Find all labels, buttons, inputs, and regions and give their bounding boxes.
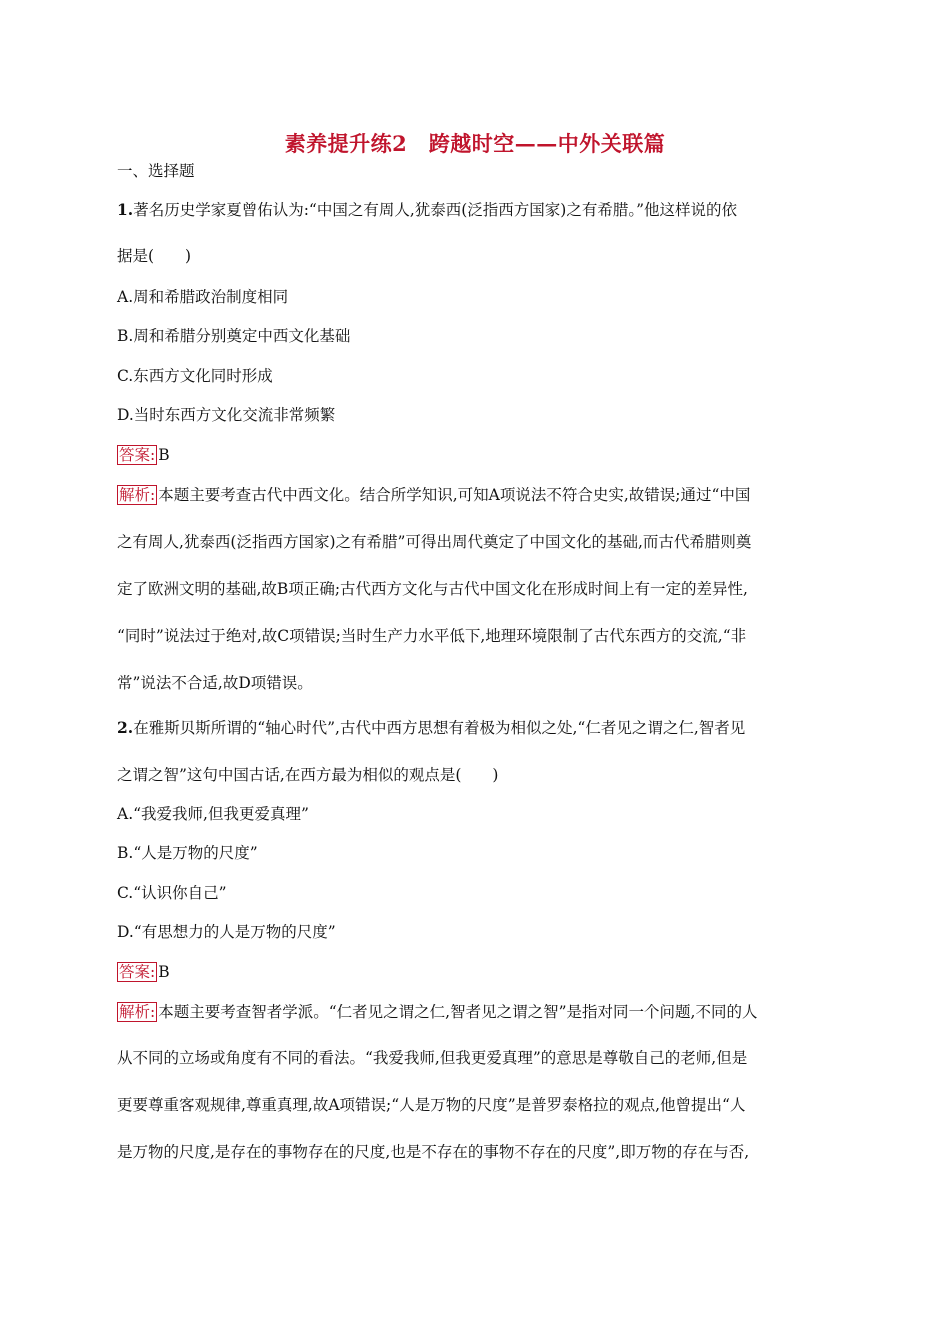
q2-analysis-line-4: 是万物的尺度,是存在的事物存在的尺度,也是不存在的事物不存在的尺度”,即万物的存在与否, [117, 1143, 750, 1161]
q1-option-b: B.周和希腊分别奠定中西文化基础 [117, 327, 351, 345]
q2-stem-line-1 [117, 717, 745, 739]
q2-option-b: B.“人是万物的尺度” [117, 844, 258, 862]
q2-option-a: A.“我爱我师,但我更爱真理” [117, 805, 309, 823]
q1-answer-value: B [158, 446, 170, 464]
q1-analysis-line-4: “同时”说法过于绝对,故C项错误;当时生产力水平低下,地理环境限制了古代东西方的交流,“非 [117, 627, 747, 645]
q1-stem-line-2: 据是( ) [117, 247, 192, 265]
q2-number: 2. [117, 718, 134, 737]
page-title: 素养提升练2 跨越时空——中外关联篇 [284, 131, 666, 156]
section-heading: 一、选择题 [117, 162, 195, 180]
q2-analysis-line-2: 从不同的立场或角度有不同的看法。“我爱我师,但我更爱真理”的意思是尊敬自己的老师,但是 [117, 1049, 748, 1067]
q2-stem-line-2: 之谓之智”这句中国古话,在西方最为相似的观点是( ) [117, 766, 499, 784]
q1-option-d: D.当时东西方文化交流非常频繁 [117, 406, 336, 424]
q2-answer-value: B [158, 963, 170, 981]
q2-analysis-text-1: 本题主要考查智者学派。“仁者见之谓之仁,智者见之谓之智”是指对同一个问题,不同的人 [158, 1003, 758, 1021]
q1-analysis-line-3: 定了欧洲文明的基础,故B项正确;古代西方文化与古代中国文化在形成时间上有一定的差异性, [117, 580, 748, 598]
q2-analysis-line-3: 更要尊重客观规律,尊重真理,故A项错误;“人是万物的尺度”是普罗泰格拉的观点,他曾提出“人 [117, 1096, 746, 1114]
q1-analysis-line-1 [117, 484, 750, 506]
analysis-tag: 解析: [119, 1003, 156, 1021]
q1-option-a: A.周和希腊政治制度相同 [117, 288, 289, 306]
q2-analysis-line-1 [117, 1001, 757, 1023]
answer-tag: 答案: [119, 963, 156, 981]
q1-analysis-line-2: 之有周人,犹泰西(泛指西方国家)之有希腊”可得出周代奠定了中国文化的基础,而古代希腊则奠 [117, 533, 752, 551]
q1-analysis-line-5: 常”说法不合适,故D项错误。 [117, 674, 313, 692]
q2-option-c: C.“认识你自己” [117, 884, 227, 902]
q2-option-d: D.“有思想力的人是万物的尺度” [117, 923, 336, 941]
q2-stem-text-1: 在雅斯贝斯所谓的“轴心时代”,古代中西方思想有着极为相似之处,“仁者见之谓之仁,智者见 [133, 719, 746, 737]
analysis-tag: 解析: [119, 486, 156, 504]
q2-answer [117, 961, 170, 983]
q1-stem-text-1: 著名历史学家夏曾佑认为:“中国之有周人,犹泰西(泛指西方国家)之有希腊。”他这样说的依 [133, 201, 738, 219]
q1-option-c: C.东西方文化同时形成 [117, 367, 273, 385]
q1-stem-line-1 [117, 199, 737, 221]
q1-analysis-text-1: 本题主要考查古代中西文化。结合所学知识,可知A项说法不符合史实,故错误;通过“中国 [158, 486, 751, 504]
answer-tag: 答案: [119, 446, 156, 464]
q1-answer [117, 444, 170, 466]
q1-number: 1. [117, 200, 134, 219]
